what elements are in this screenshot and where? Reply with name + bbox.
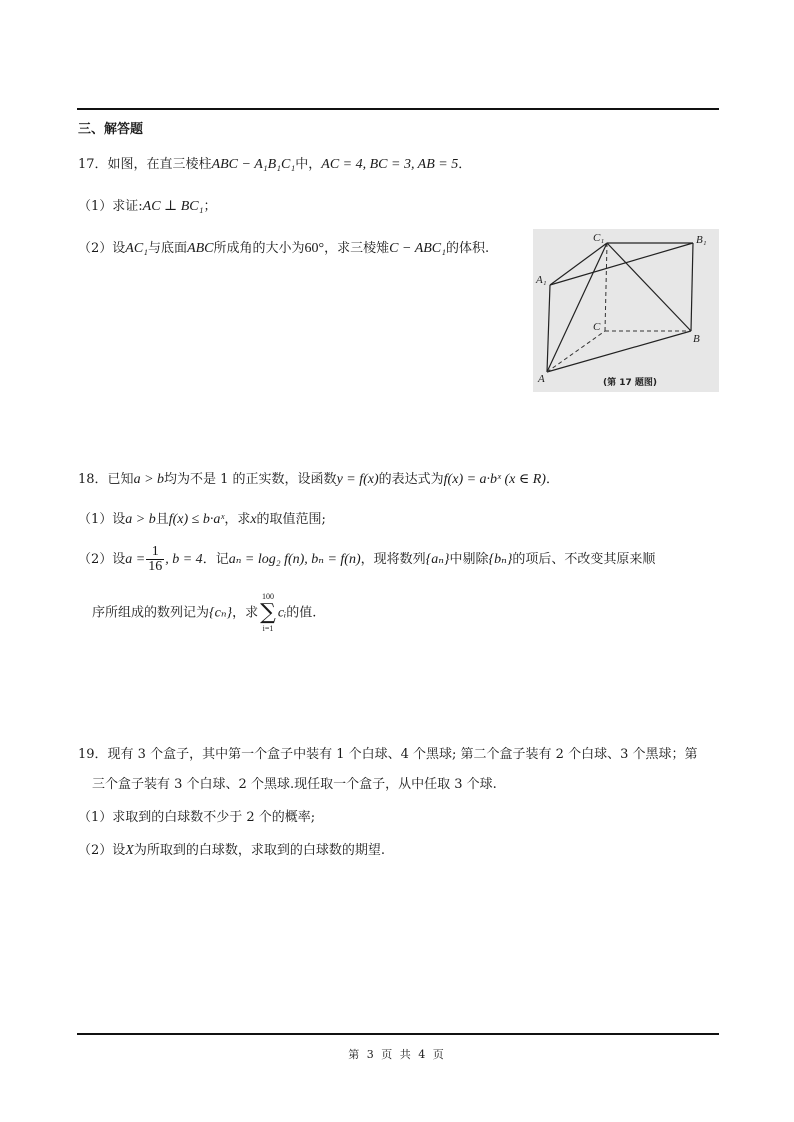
q18-stem: 18．已知a > b均为不是 1 的正实数，设函数y = f(x)的表达式为f(x) = a·bˣ (x ∈ R)．: [78, 472, 559, 487]
label-c: C: [593, 321, 601, 333]
label-a: A: [538, 373, 545, 385]
fraction-1-16: $\frac{1}{16}$: [148, 544, 163, 574]
bottom-rule: [77, 1033, 719, 1035]
q19-line2: 三个盒子装有 3 个白球、2 个黑球.现任取一个盒子，从中任取 3 个球.: [92, 777, 497, 792]
label-b1: B₁: [696, 234, 707, 246]
summation-symbol: 100 ∑ i=1: [260, 592, 276, 633]
q18-part2-continued: 序所组成的数列记为{cₙ}，求 100 ∑ i=1 cᵢ的值.: [92, 592, 317, 633]
q17-part1: （1）求证:AC ⊥ BC₁；: [78, 199, 217, 214]
q17-part2: （2）设AC₁与底面ABC所成角的大小为60°，求三棱雉C − ABC₁的体积.: [78, 241, 490, 256]
q19-part1: （1）求取到的白球数不少于 2 个的概率;: [78, 810, 316, 825]
q18-part2: （2）设a = $\frac{1}{16}$ , b = 4．记aₙ = log₂ f(n), bₙ = f(n)，现将数列{aₙ}中剔除{bₙ}的项后、不改变其原来顺: [78, 544, 656, 574]
q17-prism-figure: [533, 229, 719, 392]
top-rule: [77, 108, 719, 110]
label-b: B: [693, 333, 700, 345]
q19-line1: 19．现有 3 个盒子，其中第一个盒子中装有 1 个白球、4 个黑球; 第二个盒子装有 2 个白球、3 个黑球；第: [78, 747, 698, 762]
label-a1: A₁: [536, 274, 547, 286]
q19-part2: （2）设X为所取到的白球数，求取到的白球数的期望.: [78, 843, 385, 858]
page-footer: 第 3 页 共 4 页: [348, 1048, 446, 1061]
figure-caption: (第 17 题图): [603, 378, 658, 388]
q18-part1: （1）设a > b且f(x) ≤ b·aˣ，求x的取值范围;: [78, 512, 326, 527]
prism-diagram: [533, 229, 719, 392]
label-c1: C₁: [593, 232, 605, 244]
q17-stem: 17．如图，在直三棱柱ABC − A₁B₁C₁中，AC = 4, BC = 3, AB = 5．: [78, 157, 472, 172]
section-heading: 三、解答题: [78, 122, 144, 137]
